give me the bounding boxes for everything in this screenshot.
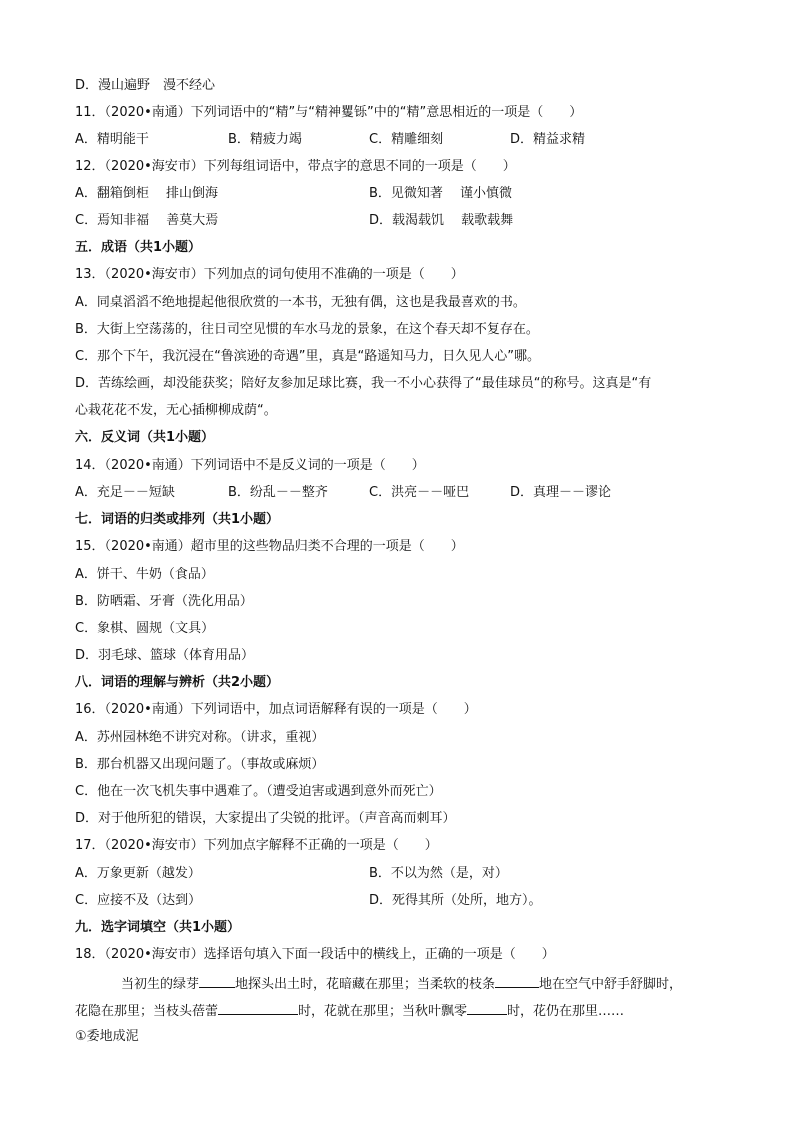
fill-blank [218,1001,298,1015]
q12-option-b: B．见微知著 谨小慎微 [369,186,513,201]
q13-option-a: A．同桌滔滔不绝地提起他很欣赏的一本书，无独有偶，这也是我最喜欢的书。 [75,295,526,310]
q17-option-b: B．不以为然（是，对） [369,866,508,881]
q14-option-a: A．充足－－短缺 [75,485,175,500]
q13-option-b: B．大街上空荡荡的，往日司空见惯的车水马龙的景象，在这个春天却不复存在。 [75,322,539,337]
passage-text: 花隐在那里；当枝头蓓蕾 [75,1004,219,1019]
q10-option-d: D．漫山遍野 漫不经心 [75,78,216,93]
section-heading-7: 七．词语的归类或排列（共1小题） [75,512,280,527]
q15-option-d: D．羽毛球、篮球（体育用品） [75,648,255,663]
q17-option-c: C．应接不及（达到） [75,893,202,908]
q15-option-a: A．饼干、牛奶（食品） [75,567,214,582]
fill-blank [199,974,235,988]
q14-option-c: C．洪亮－－哑巴 [369,485,470,500]
passage-text: 时，花就在那里；当秋叶飘零 [298,1004,468,1019]
section-heading-6: 六．反义词（共1小题） [75,430,215,445]
q15-option-c: C．象棋、圆规（文具） [75,621,215,636]
section-heading-8: 八．词语的理解与辨析（共2小题） [75,675,280,690]
fill-blank [467,1001,507,1015]
q16-option-c: C．他在一次飞机失事中遇难了。（遭受迫害或遇到意外而死亡） [75,784,442,799]
q18-passage-line-2 [75,1001,624,1021]
q12-option-d: D．载渴载饥 载歌载舞 [369,213,514,228]
section-heading-5: 五．成语（共1小题） [75,240,202,255]
q16-option-d: D．对于他所犯的错误，大家提出了尖锐的批评。（声音高而刺耳） [75,811,456,826]
passage-text: 当初生的绿芽 [121,977,200,992]
q17-option-d: D．死得其所（处所，地方）。 [369,893,542,908]
passage-text: 地探头出土时，花暗藏在那里；当柔软的枝条 [235,977,496,992]
q18-passage-line-1 [121,974,682,994]
q13-option-c: C．那个下午，我沉浸在“鲁滨逊的奇遇”里，真是“路遥知马力，日久见人心”哪。 [75,349,541,364]
question-12: 12．（2020•海安市）下列每组词语中，带点字的意思不同的一项是（ ） [75,159,516,174]
q12-option-c: C．焉知非福 善莫大焉 [75,213,219,228]
q13-option-d: D．苦练绘画，却没能获奖；陪好友参加足球比赛，我一不小心获得了“最佳球员“的称号。这真是“有 [75,376,652,391]
question-15: 15．（2020•南通）超市里的这些物品归类不合理的一项是（ ） [75,539,464,554]
section-heading-9: 九．选字词填空（共1小题） [75,920,241,935]
question-16: 16．（2020•南通）下列词语中，加点词语解释有误的一项是（ ） [75,702,477,717]
q18-choice-1: ①委地成泥 [75,1029,139,1044]
q13-option-d-cont: 心栽花花不发，无心插柳柳成荫“。 [75,403,277,418]
question-11: 11．（2020•南通）下列词语中的“精”与“精神矍铄”中的“精”意思相近的一项是（ ） [75,105,583,120]
question-14: 14．（2020•南通）下列词语中不是反义词的一项是（ ） [75,458,425,473]
q16-option-a: A．苏州园林绝不讲究对称。（讲求，重视） [75,730,325,745]
q15-option-b: B．防晒霜、牙膏（洗化用品） [75,594,253,609]
q11-option-a: A．精明能干 [75,132,149,147]
q11-option-c: C．精雕细刻 [369,132,444,147]
question-17: 17．（2020•海安市）下列加点字解释不正确的一项是（ ） [75,838,438,853]
q14-option-d: D．真理－－谬论 [510,485,612,500]
q16-option-b: B．那台机器又出现问题了。（事故或麻烦） [75,757,325,772]
fill-blank [495,974,539,988]
passage-text: 地在空气中舒手舒脚时， [539,977,683,992]
q14-option-b: B．纷乱－－整齐 [228,485,328,500]
question-18: 18．（2020•海安市）选择语句填入下面一段话中的横线上，正确的一项是（ ） [75,947,555,962]
q11-option-d: D．精益求精 [510,132,586,147]
question-13: 13．（2020•海安市）下列加点的词句使用不准确的一项是（ ） [75,267,464,282]
passage-text: 时，花仍在那里…… [507,1004,625,1019]
q11-option-b: B．精疲力竭 [228,132,302,147]
q12-option-a: A．翻箱倒柜 排山倒海 [75,186,219,201]
q17-option-a: A．万象更新（越发） [75,866,201,881]
